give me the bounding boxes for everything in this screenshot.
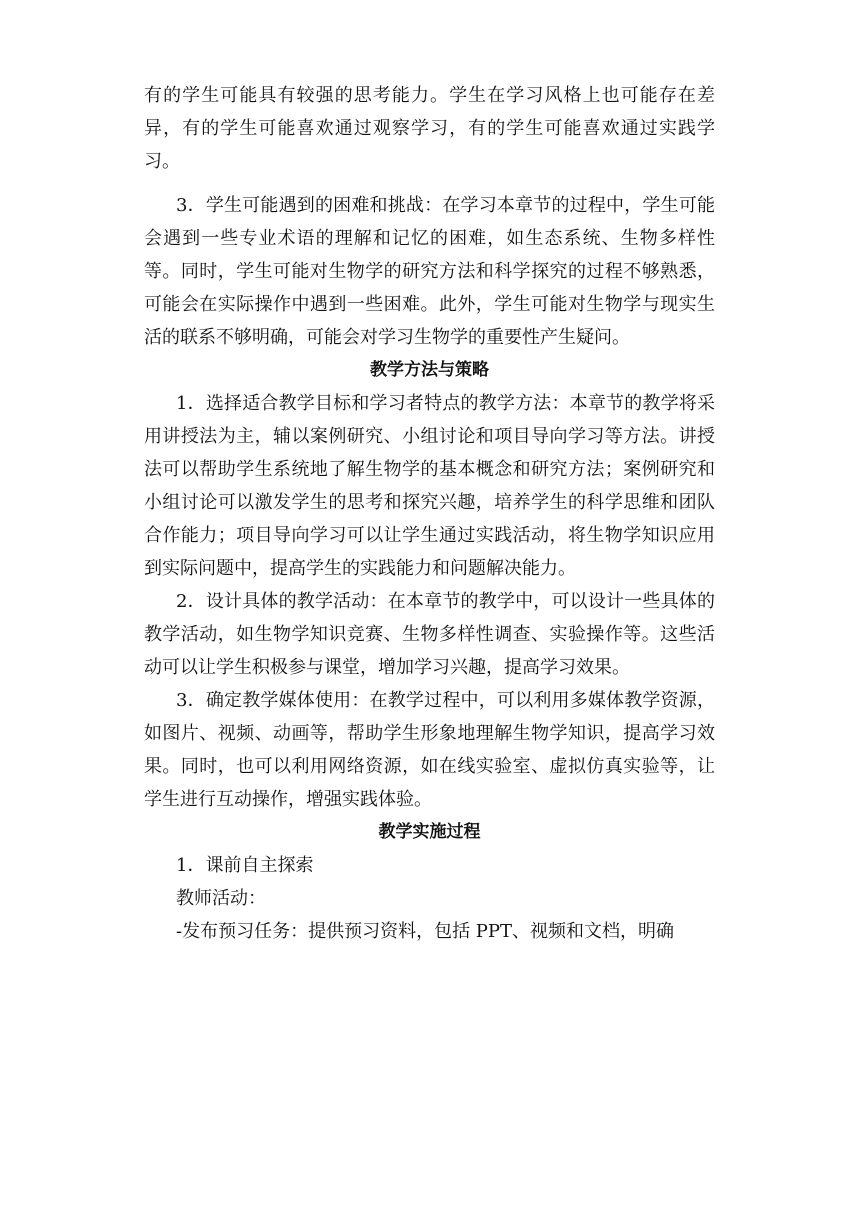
paragraph-pre-class-step: 1．课前自主探索 <box>176 855 314 876</box>
paragraph-method-selection: 1．选择适合教学目标和学习者特点的教学方法：本章节的教学将采用讲授法为主，辅以案例研究、小组讨论和项目导向学习等方法。讲授法可以帮助学生系统地了解生物学的基本概念和研究方法；案例研究和小组讨论可以激发学生的思考和探究兴趣，培养学生的科学思维和团队合作能力；项目导向学习可以让学生通过实践活动，将生物学知识应用到实际问题中，提高学生的实践能力和问题解决能力。 <box>144 393 715 579</box>
paragraph-student-challenges: 3．学生可能遇到的困难和挑战：在学习本章节的过程中，学生可能会遇到一些专业术语的理解和记忆的困难，如生态系统、生物多样性等。同时，学生可能对生物学的研究方法和科学探究的过程不够熟悉，可能会在实际操作中遇到一些困难。此外，学生可能对生物学与现实生活的联系不够明确，可能会对学习生物学的重要性产生疑问。 <box>144 195 715 348</box>
paragraph-learning-styles: 有的学生可能具有较强的思考能力。学生在学习风格上也可能存在差异，有的学生可能喜欢通过观察学习，有的学生可能喜欢通过实践学习。 <box>144 85 715 172</box>
section-heading-methods: 教学方法与策略 <box>370 360 489 380</box>
section-heading-process: 教学实施过程 <box>378 822 481 842</box>
paragraph-preview-task: -发布预习任务：提供预习资料，包括 PPT、视频和文档，明确 <box>176 921 675 942</box>
paragraph-teaching-media: 3．确定教学媒体使用：在教学过程中，可以利用多媒体教学资源，如图片、视频、动画等，帮助学生形象地理解生物学知识，提高学习效果。同时，也可以利用网络资源，如在线实验室、虚拟仿真实验等，让学生进行互动操作，增强实践体验。 <box>144 690 715 810</box>
paragraph-teaching-activities: 2．设计具体的教学活动：在本章节的教学中，可以设计一些具体的教学活动，如生物学知识竞赛、生物多样性调查、实验操作等。这些活动可以让学生积极参与课堂，增加学习兴趣，提高学习效果。 <box>144 591 715 678</box>
paragraph-teacher-activity: 教师活动： <box>176 888 266 909</box>
